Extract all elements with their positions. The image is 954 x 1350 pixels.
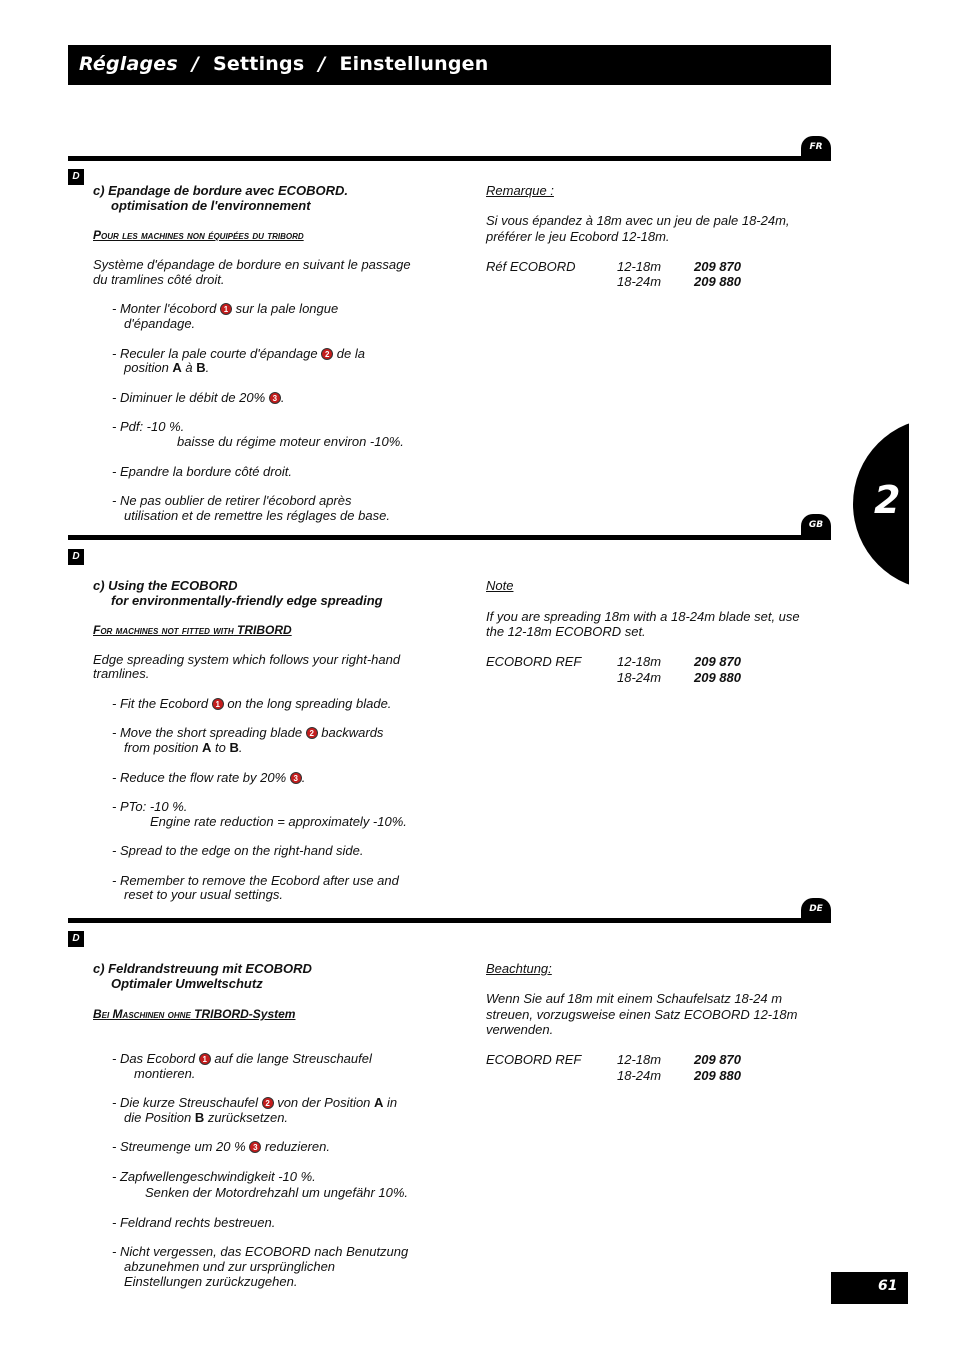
fr-step-1 [112, 301, 338, 316]
header-separator: / [191, 53, 200, 75]
fr-step-1-cont: d'épandage. [124, 316, 196, 331]
de-step-2-text-b: von der Position [273, 1095, 375, 1110]
de-subheading [93, 1006, 295, 1022]
gb-subheading-text: For machines not fitted with [93, 623, 234, 637]
tab-edge [909, 418, 954, 590]
fr-ref-code-1: 209 870 [694, 259, 741, 274]
fr-subheading: Pour les machines non équipées du tribord [93, 228, 304, 242]
de-subheading-tribord: TRIBORD-System [190, 1007, 296, 1021]
header-title-de: Einstellungen [339, 53, 489, 75]
fr-ref-label: Réf ECOBORD [486, 259, 576, 274]
fr-step-6-cont: utilisation et de remettre les réglages de base. [124, 508, 390, 523]
fr-step-6: - Ne pas oublier de retirer l'écobord après [112, 493, 352, 508]
fr-intro-1: Système d'épandage de bordure en suivant le passage [93, 257, 411, 272]
fr-title-2: optimisation de l'environnement [111, 198, 311, 213]
fr-step-3-text: - Diminuer le débit de 20% [112, 390, 269, 405]
lang-badge-de: DE [801, 898, 831, 922]
gb-step-2-cont-text-b: to [211, 740, 230, 755]
header-title-fr: Réglages [79, 53, 178, 75]
fr-step-3 [112, 390, 284, 405]
de-step-1 [112, 1051, 372, 1066]
position-a-label: A [374, 1095, 384, 1110]
de-step-6-cont: abzunehmen und zur ursprünglichen [124, 1259, 336, 1274]
gb-step-2-cont [124, 740, 243, 755]
fr-title-1: c) Epandage de bordure avec ECOBORD. [93, 183, 349, 198]
gb-subheading-tribord: TRIBORD [233, 623, 292, 637]
de-step-5: - Feldrand rechts bestreuen. [112, 1215, 276, 1230]
de-step-6: - Nicht vergessen, das ECOBORD nach Benutzung [112, 1244, 409, 1259]
de-ref-code-2: 209 880 [694, 1068, 741, 1083]
gb-step-2-cont-end: . [238, 740, 243, 755]
position-b-label: B [196, 360, 206, 375]
fr-note-1: Si vous épandez à 18m avec un jeu de pale 18-24m, [486, 213, 790, 228]
de-step-1-cont: montieren. [134, 1066, 196, 1081]
position-a-label: A [202, 740, 212, 755]
fr-ref-code-2: 209 880 [694, 274, 741, 289]
de-note-heading: Beachtung: [486, 961, 552, 976]
callout-3-icon: 3 [269, 392, 281, 404]
fr-step-2-text: - Reculer la pale courte d'épandage [112, 346, 322, 361]
gb-step-2-text-b: backwards [317, 725, 384, 740]
callout-2-icon: 2 [262, 1097, 274, 1109]
de-step-3-end: reduzieren. [261, 1139, 330, 1154]
gb-ref-code-1: 209 870 [694, 654, 741, 669]
de-step-2-cont [124, 1110, 288, 1125]
gb-step-3-end: . [301, 770, 306, 785]
position-a-label: A [172, 360, 182, 375]
callout-1-icon: 1 [212, 698, 224, 710]
gb-step-6: - Remember to remove the Ecobord after use and [112, 873, 399, 888]
callout-1-icon: 1 [220, 303, 232, 315]
de-step-1-text-b: auf die lange Streuschaufel [210, 1051, 372, 1066]
de-ref-size-2: 18-24m [617, 1068, 662, 1083]
fr-step-3-end: . [280, 390, 285, 405]
de-ref-code-1: 209 870 [694, 1052, 741, 1067]
gb-step-4-cont: Engine rate reduction = approximately -10%. [150, 814, 407, 829]
de-step-3 [112, 1139, 330, 1154]
de-subheading-text: Bei Maschinen ohne [93, 1007, 191, 1021]
de-step-2-cont-end: zurücksetzen. [204, 1110, 289, 1125]
gb-step-2-text: - Move the short spreading blade [112, 725, 306, 740]
header-title-gb: Settings [213, 53, 305, 75]
callout-2-icon: 2 [321, 348, 333, 360]
fr-step-2-cont [124, 360, 209, 375]
fr-step-2-cont-text-b: à [181, 360, 197, 375]
page-header [68, 45, 831, 85]
fr-note-2: préférer le jeu Ecobord 12-18m. [486, 229, 670, 244]
fr-step-1-text-b: sur la pale longue [231, 301, 339, 316]
callout-1-icon: 1 [199, 1053, 211, 1065]
position-b-label: B [194, 1110, 205, 1125]
lang-badge-fr: FR [801, 136, 831, 160]
section-rule-gb [68, 535, 831, 540]
gb-intro-2: tramlines. [93, 666, 150, 681]
gb-title-1: c) Using the ECOBORD [93, 578, 238, 593]
gb-step-3-text: - Reduce the flow rate by 20% [112, 770, 290, 785]
de-step-2-text: - Die kurze Streuschaufel [112, 1095, 262, 1110]
fr-intro-2: du tramlines côté droit. [93, 272, 225, 287]
de-step-2 [112, 1095, 397, 1110]
de-note-3: verwenden. [486, 1022, 554, 1037]
gb-ref-size-1: 12-18m [617, 654, 662, 669]
fr-step-2 [112, 346, 365, 361]
gb-ref-label: ECOBORD REF [486, 654, 582, 669]
gb-step-2-cont-text: from position [124, 740, 203, 755]
de-ref-size-1: 12-18m [617, 1052, 662, 1067]
gb-step-2 [112, 725, 383, 740]
de-step-3-text: - Streumenge um 20 % [112, 1139, 250, 1154]
chapter-number: 2 [874, 478, 901, 522]
section-rule-de [68, 918, 831, 923]
gb-intro-1: Edge spreading system which follows your right-hand [93, 652, 401, 667]
header-title [79, 53, 488, 75]
fr-step-1-text: - Monter l'écobord [112, 301, 220, 316]
gb-step-4: - PTo: -10 %. [112, 799, 188, 814]
gb-ref-code-2: 209 880 [694, 670, 741, 685]
section-marker-gb: D [68, 549, 84, 565]
gb-step-6-cont: reset to your usual settings. [124, 887, 283, 902]
fr-step-5: - Epandre la bordure côté droit. [112, 464, 292, 479]
section-marker-de: D [68, 931, 84, 947]
de-step-2-text-c: in [383, 1095, 398, 1110]
fr-ref-size-2: 18-24m [617, 274, 662, 289]
fr-ref-size-1: 12-18m [617, 259, 662, 274]
de-step-4-cont: Senken der Motordrehzahl um ungefähr 10%. [145, 1185, 409, 1200]
page-number: 61 [878, 1278, 898, 1294]
fr-step-4-cont: baisse du régime moteur environ -10%. [177, 434, 404, 449]
de-step-6-cont-2: Einstellungen zurückzugehen. [124, 1274, 298, 1289]
gb-step-3 [112, 770, 305, 785]
de-note-2: streuen, vorzugsweise einen Satz ECOBORD 12-18m [486, 1007, 798, 1022]
fr-step-4: - Pdf: -10 %. [112, 419, 185, 434]
gb-note-1: If you are spreading 18m with a 18-24m blade set, use [486, 609, 800, 624]
de-title-1: c) Feldrandstreuung mit ECOBORD [93, 961, 312, 976]
gb-ref-size-2: 18-24m [617, 670, 662, 685]
gb-title-2: for environmentally-friendly edge spreading [111, 593, 383, 608]
section-rule-fr [68, 156, 831, 161]
fr-step-2-cont-end: . [205, 360, 210, 375]
fr-note-heading: Remarque : [486, 183, 554, 198]
fr-step-2-text-b: de la [333, 346, 365, 361]
header-separator: / [318, 53, 326, 75]
gb-subheading [93, 622, 292, 638]
callout-2-icon: 2 [306, 727, 318, 739]
position-b-label: B [229, 740, 239, 755]
de-step-1-text: - Das Ecobord [112, 1051, 199, 1066]
de-title-2: Optimaler Umweltschutz [111, 976, 263, 991]
fr-step-2-cont-text: position [124, 360, 173, 375]
gb-step-1-text-b: on the long spreading blade. [223, 696, 392, 711]
gb-step-5: - Spread to the edge on the right-hand side. [112, 843, 364, 858]
de-note-1: Wenn Sie auf 18m mit einem Schaufelsatz 18-24 m [486, 991, 783, 1006]
de-step-2-cont-text: die Position [124, 1110, 195, 1125]
de-ref-label: ECOBORD REF [486, 1052, 582, 1067]
callout-3-icon: 3 [290, 772, 302, 784]
de-step-4: - Zapfwellengeschwindigkeit -10 %. [112, 1169, 316, 1184]
gb-step-1 [112, 696, 391, 711]
section-marker-fr: D [68, 169, 84, 185]
lang-badge-gb: GB [801, 514, 831, 538]
callout-3-icon: 3 [249, 1141, 261, 1153]
gb-note-heading: Note [486, 578, 514, 593]
gb-step-1-text: - Fit the Ecobord [112, 696, 212, 711]
gb-note-2: the 12-18m ECOBORD set. [486, 624, 646, 639]
